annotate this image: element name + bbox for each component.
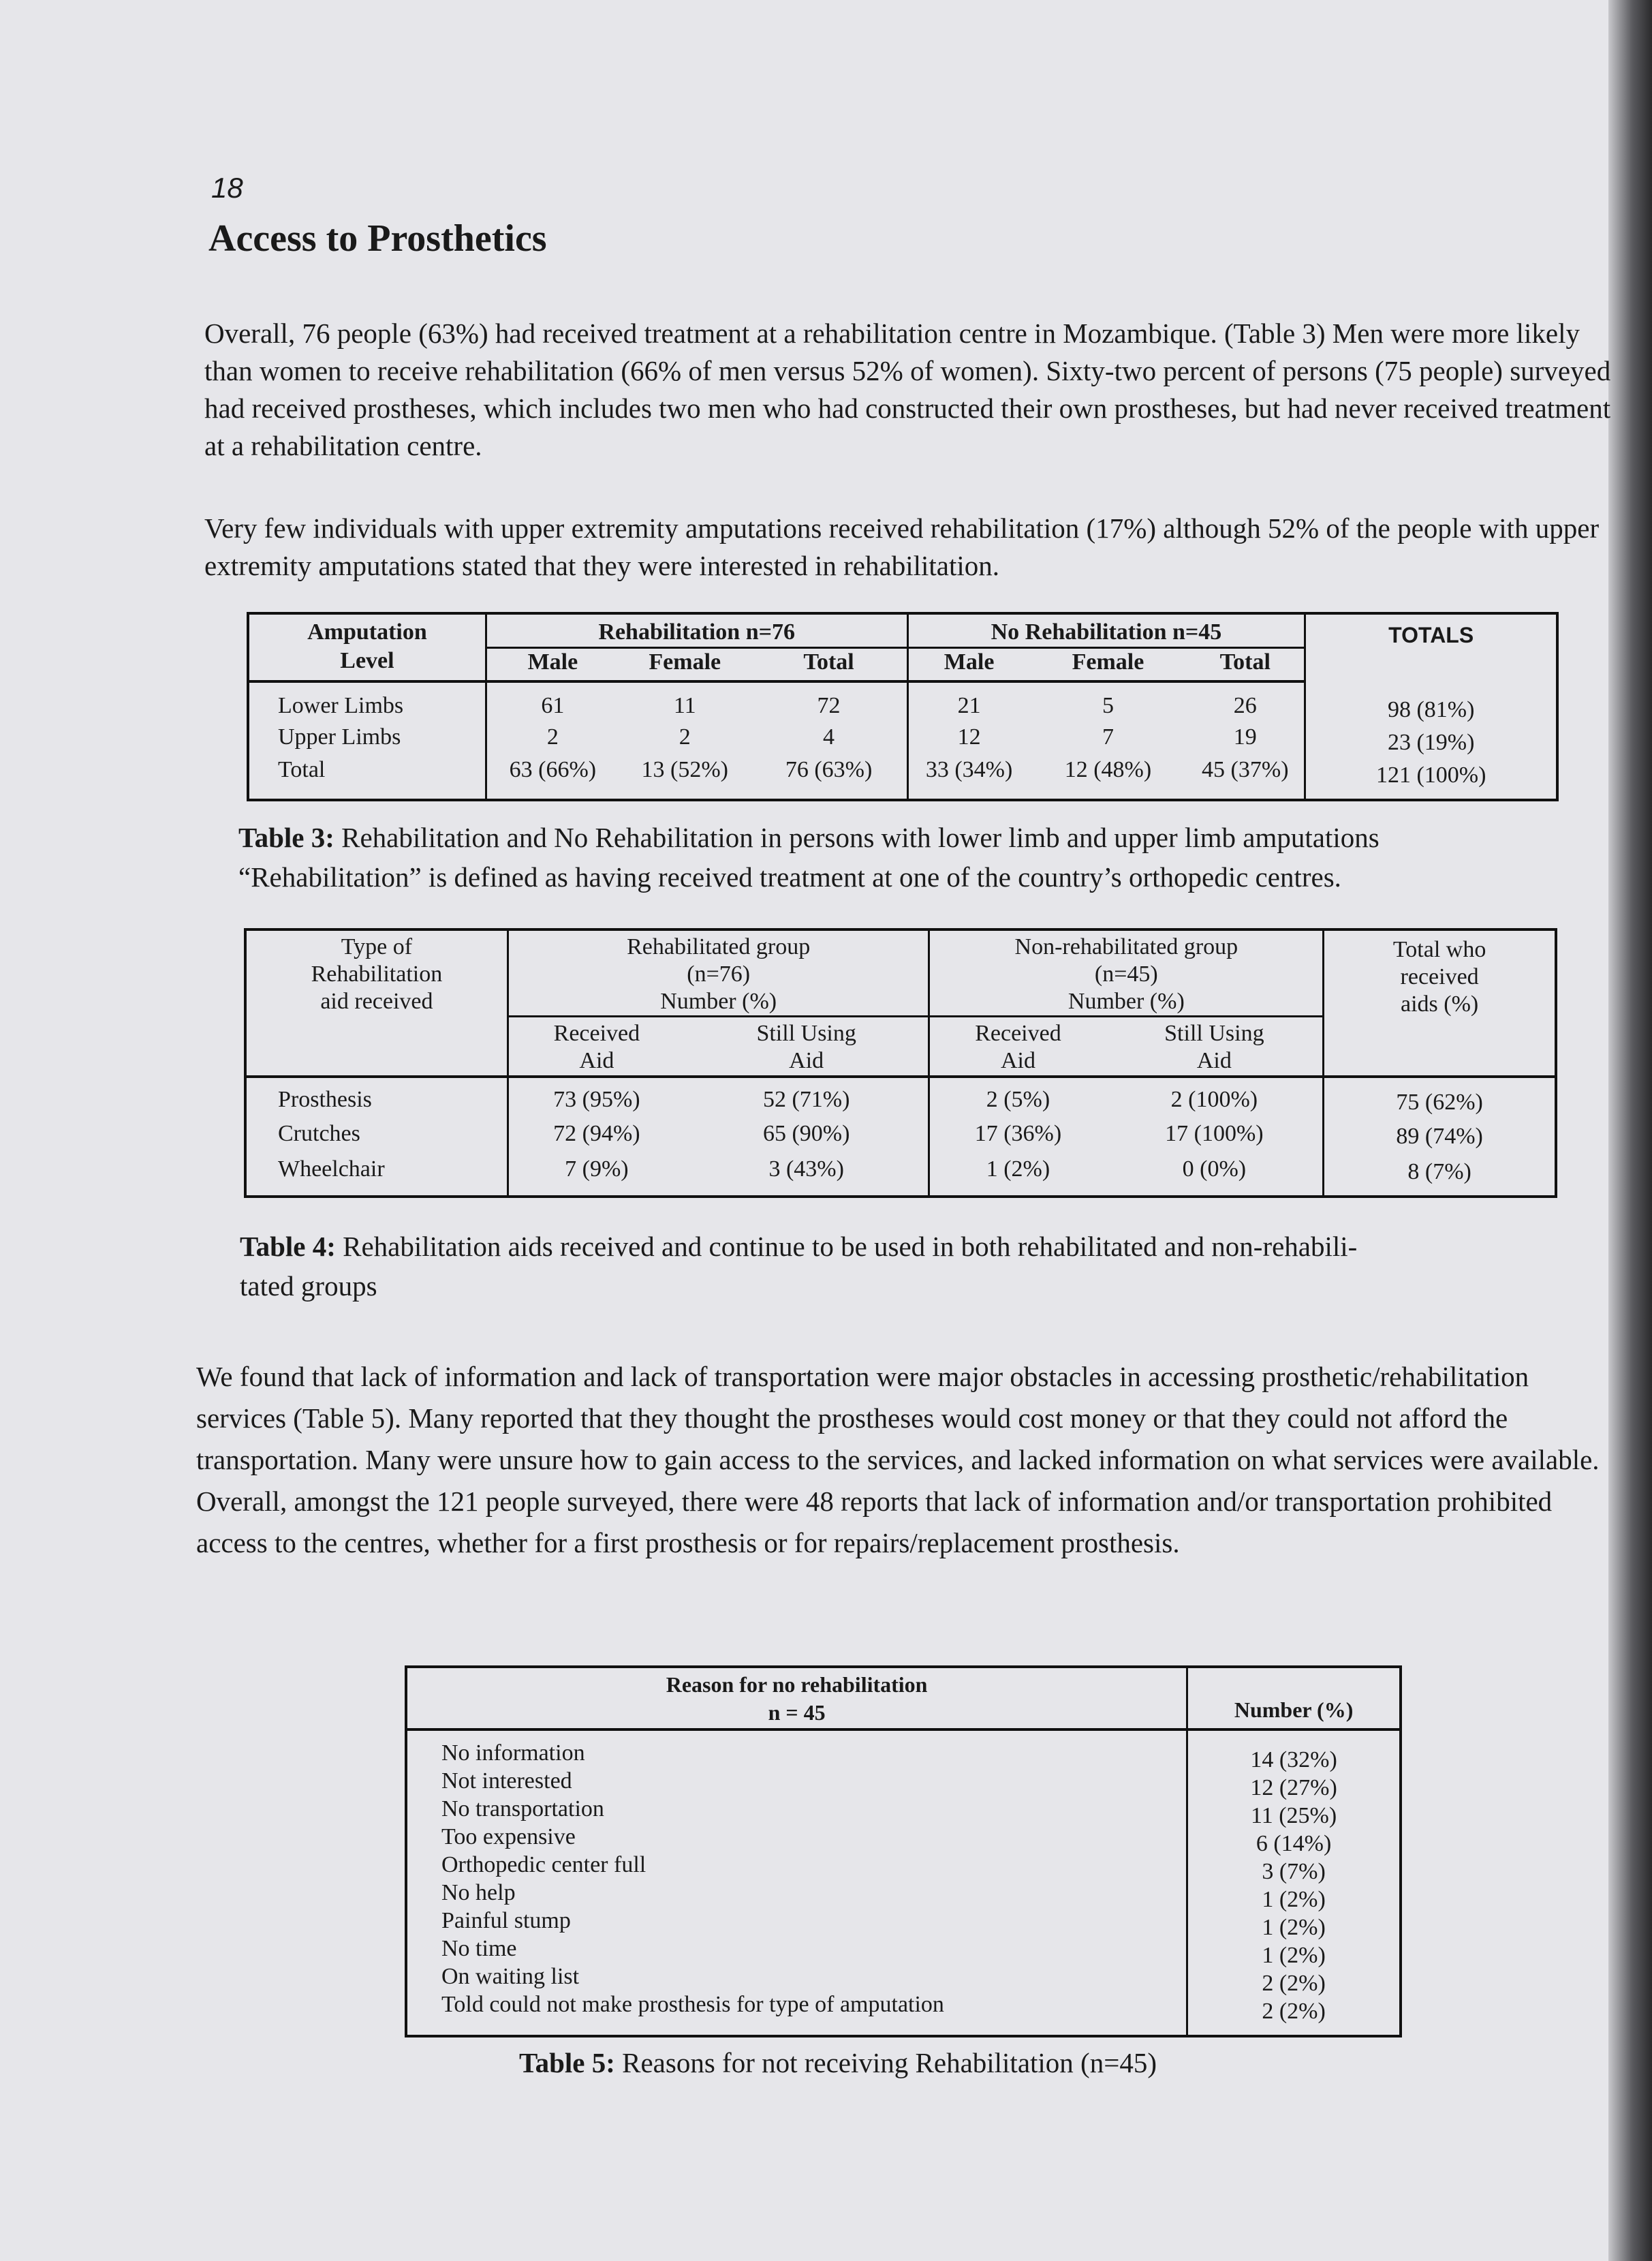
table4-header-total-line3: aids (%)	[1400, 991, 1479, 1017]
table3-total-cell: 98 (81%)	[1387, 697, 1475, 722]
table4-header-rehab-line2: (n=76)	[687, 962, 751, 987]
table4-sub-line: Aid	[579, 1048, 614, 1073]
table3-sub-norehab-total: Total	[1186, 647, 1305, 681]
table4-sub-line: Aid	[1000, 1048, 1035, 1073]
table5-reason: On waiting list	[441, 1964, 580, 1989]
table3-sub-rehab-total: Total	[751, 647, 907, 681]
table4-cell: 73 (95%)	[553, 1086, 640, 1112]
table3-cell: 7	[1102, 724, 1114, 750]
table4-row-label: Wheelchair	[245, 1154, 508, 1197]
table4-header-nonrehab-line1: Non-rehabilitated group	[1014, 934, 1238, 959]
table3-row-label: Upper Limbs	[248, 724, 486, 756]
table5-value: 14 (32%)	[1250, 1747, 1337, 1772]
table4-cell: 17 (100%)	[1106, 1116, 1323, 1154]
paragraph-upper-extremity: Very few individuals with upper extremity amputations received rehabilitation (17%) although 52% of the people with upper extremity amputations stated that they were interested in rehabilitation.	[204, 512, 1600, 581]
section-heading: Access to Prosthetics	[208, 217, 547, 260]
table4-cell: 17 (36%)	[974, 1120, 1062, 1146]
table3-cell: 45 (37%)	[1186, 756, 1305, 800]
table3-sub-rehab-female: Female	[619, 647, 751, 681]
table4-cell: 2 (5%)	[986, 1086, 1050, 1112]
table5-value: 1 (2%)	[1262, 1943, 1326, 1968]
table3-cell: 5	[1102, 693, 1114, 718]
table3-cell: 72	[751, 681, 907, 724]
table4-sub-line: Still Using	[756, 1021, 856, 1046]
table-3-caption	[238, 818, 1601, 897]
table4-header-total	[1324, 929, 1556, 1077]
table3-header-norehab: No Rehabilitation n=45	[907, 613, 1305, 647]
table4-row-wheelchair	[245, 1154, 1556, 1197]
table4-cell: 0 (0%)	[1106, 1154, 1323, 1197]
table5-reason: Orthopedic center full	[441, 1852, 646, 1877]
table4-header-rehab	[508, 929, 929, 1017]
table4-header-total-line1: Total who	[1392, 937, 1486, 962]
table3-row-label: Lower Limbs	[248, 681, 486, 724]
table4-total-cell: 75 (62%)	[1396, 1089, 1483, 1115]
table-5-caption-text: Reasons for not receiving Rehabilitation (n=45)	[614, 2047, 1157, 2078]
table3-total-cell: 121 (100%)	[1375, 763, 1486, 788]
table5-value: 6 (14%)	[1256, 1831, 1332, 1856]
table3-cell: 26	[1186, 681, 1305, 724]
table4-row-crutches	[245, 1116, 1556, 1154]
table3-header-rehab: Rehabilitation n=76	[486, 613, 907, 647]
table-4	[244, 928, 1557, 1198]
table4-cell: 1 (2%)	[986, 1156, 1050, 1182]
table-5-caption	[519, 2043, 1405, 2082]
table5-value: 2 (2%)	[1262, 1999, 1326, 2024]
table5-reason: Painful stump	[441, 1908, 571, 1933]
table3-cell: 4	[751, 724, 907, 756]
table5-header-reason	[406, 1667, 1187, 1729]
table-3-caption-label: Table 3:	[238, 822, 334, 853]
table3-cell: 19	[1186, 724, 1305, 756]
table3-header-level: Level	[248, 647, 486, 681]
table-5	[405, 1665, 1402, 2037]
table4-total-cell: 89 (74%)	[1396, 1123, 1483, 1149]
table4-sub-line: Aid	[1196, 1048, 1232, 1073]
table4-cell: 52 (71%)	[685, 1077, 929, 1116]
table4-header-type	[245, 929, 508, 1077]
table3-sub-norehab-male: Male	[907, 647, 1030, 681]
table-4-caption-label: Table 4:	[240, 1231, 336, 1262]
table4-sub-line: Received	[975, 1021, 1061, 1046]
table5-value: 11 (25%)	[1250, 1803, 1337, 1828]
table4-sub-line: Still Using	[1164, 1021, 1264, 1046]
table3-cell: 12 (48%)	[1064, 757, 1152, 782]
paragraph-obstacles: We found that lack of information and lack of transportation were major obstacles in accessing prosthetic/rehabilitation services (Table 5). Many reported that they thought the prostheses would cost money or that they could not afford the transportation. Many were unsure how to gain access to the services, and lacked information on what services were available. Overall, amongst the 121 people surveyed, there were 48 reports that lack of information and/or transportation prohibited access to the centres, whether for a first prosthesis or for repairs/replacement prosthesis.	[196, 1361, 1600, 1558]
table4-cell: 72 (94%)	[553, 1120, 640, 1146]
table4-cell: 7 (9%)	[565, 1156, 629, 1182]
table3-cell: 63 (66%)	[509, 757, 597, 782]
table4-header-nonrehab	[929, 929, 1324, 1017]
table4-header-nonrehab-line3: Number (%)	[1067, 989, 1185, 1014]
table3-cell: 21	[957, 693, 981, 718]
table5-reasons-column	[406, 1729, 1187, 2036]
table4-total-cell: 8 (7%)	[1407, 1158, 1471, 1184]
table4-header-type-line3: aid received	[320, 989, 433, 1014]
table5-reason: Not interested	[441, 1768, 572, 1794]
table3-total-cell: 23 (19%)	[1387, 730, 1475, 755]
table3-sub-rehab-male: Male	[486, 647, 619, 681]
page-number: 18	[211, 172, 243, 204]
table3-row-upper-limbs	[248, 724, 1557, 756]
table4-header-rehab-line3: Number (%)	[660, 989, 777, 1014]
table3-row-lower-limbs	[248, 681, 1557, 724]
table3-cell: 76 (63%)	[751, 756, 907, 800]
table4-cell: 65 (90%)	[685, 1116, 929, 1154]
table4-header-type-line1: Type of	[341, 934, 413, 959]
table4-header-nonrehab-line2: (n=45)	[1094, 962, 1158, 987]
table-3	[247, 612, 1559, 801]
table5-reason: No time	[441, 1936, 517, 1961]
table3-row-label: Total	[248, 756, 486, 800]
table5-reason: No information	[441, 1740, 585, 1766]
table5-header-reason-line1: Reason for no rehabilitation	[666, 1672, 928, 1697]
table-4-caption	[240, 1227, 1602, 1306]
table3-cell: 2	[546, 724, 559, 750]
table4-cell: 3 (43%)	[685, 1154, 929, 1197]
table3-cell: 12	[957, 724, 981, 750]
table5-value: 1 (2%)	[1262, 1915, 1326, 1940]
table4-sub-nonrehab-still-using	[1106, 1017, 1323, 1077]
paragraph-overall: Overall, 76 people (63%) had received treatment at a rehabilitation centre in Mozambique. (Table 3) Men were more likely than women to receive rehabilitation (66% of men versus 52% of women). Sixty-two percent of persons (75 people) surveyed had received prostheses, which includes two men who had constructed their own prostheses, but had never received treatment at a rehabilitation centre.	[204, 318, 1611, 461]
table5-value: 3 (7%)	[1262, 1859, 1326, 1884]
table-5-caption-label: Table 5:	[519, 2047, 615, 2078]
table5-reason: Told could not make prosthesis for type of amputation	[441, 1992, 944, 2017]
table4-header-type-line2: Rehabilitation	[311, 962, 443, 987]
table4-cell: 2 (100%)	[1106, 1077, 1323, 1116]
table4-header-rehab-line1: Rehabilitated group	[627, 934, 811, 959]
table4-sub-line: Aid	[789, 1048, 824, 1073]
table4-sub-rehab-received	[508, 1017, 685, 1077]
table-3-caption-line2: “Rehabilitation” is defined as having received treatment at one of the country’s orthopedic centres.	[238, 861, 1341, 893]
table4-header-total-line2: received	[1400, 964, 1479, 989]
table3-cell: 13 (52%)	[641, 757, 728, 782]
table4-row-prosthesis	[245, 1077, 1556, 1116]
table3-cell: 11	[673, 693, 696, 718]
table3-header-totals: TOTALS	[1388, 623, 1474, 647]
table3-header-amputation: Amputation	[248, 613, 486, 647]
table4-sub-rehab-still-using	[685, 1017, 929, 1077]
table5-header-number: Number (%)	[1187, 1667, 1401, 1729]
table5-value: 2 (2%)	[1262, 1971, 1326, 1996]
table-3-caption-text: Rehabilitation and No Rehabilitation in persons with lower limb and upper limb amputations	[334, 822, 1380, 853]
table5-reason: Too expensive	[441, 1824, 576, 1849]
table4-sub-nonrehab-received	[929, 1017, 1106, 1077]
table4-sub-line: Received	[553, 1021, 640, 1046]
table5-values-column	[1187, 1729, 1401, 2036]
table5-header-reason-line2: n = 45	[768, 1700, 826, 1725]
table3-cell: 61	[541, 693, 565, 718]
table5-reason: No transportation	[441, 1796, 604, 1821]
table3-row-total	[248, 756, 1557, 800]
table3-sub-norehab-female: Female	[1030, 647, 1187, 681]
table5-value: 1 (2%)	[1262, 1887, 1326, 1912]
table5-value: 12 (27%)	[1250, 1775, 1337, 1800]
table4-row-label: Crutches	[245, 1116, 508, 1154]
table-4-caption-line2: tated groups	[240, 1270, 377, 1302]
table4-row-label: Prosthesis	[245, 1077, 508, 1116]
table3-cell: 33 (34%)	[925, 757, 1013, 782]
table3-cell: 2	[679, 724, 691, 750]
table-4-caption-text: Rehabilitation aids received and continue to be used in both rehabilitated and non-rehabili-	[335, 1231, 1358, 1262]
table5-reason: No help	[441, 1880, 516, 1905]
